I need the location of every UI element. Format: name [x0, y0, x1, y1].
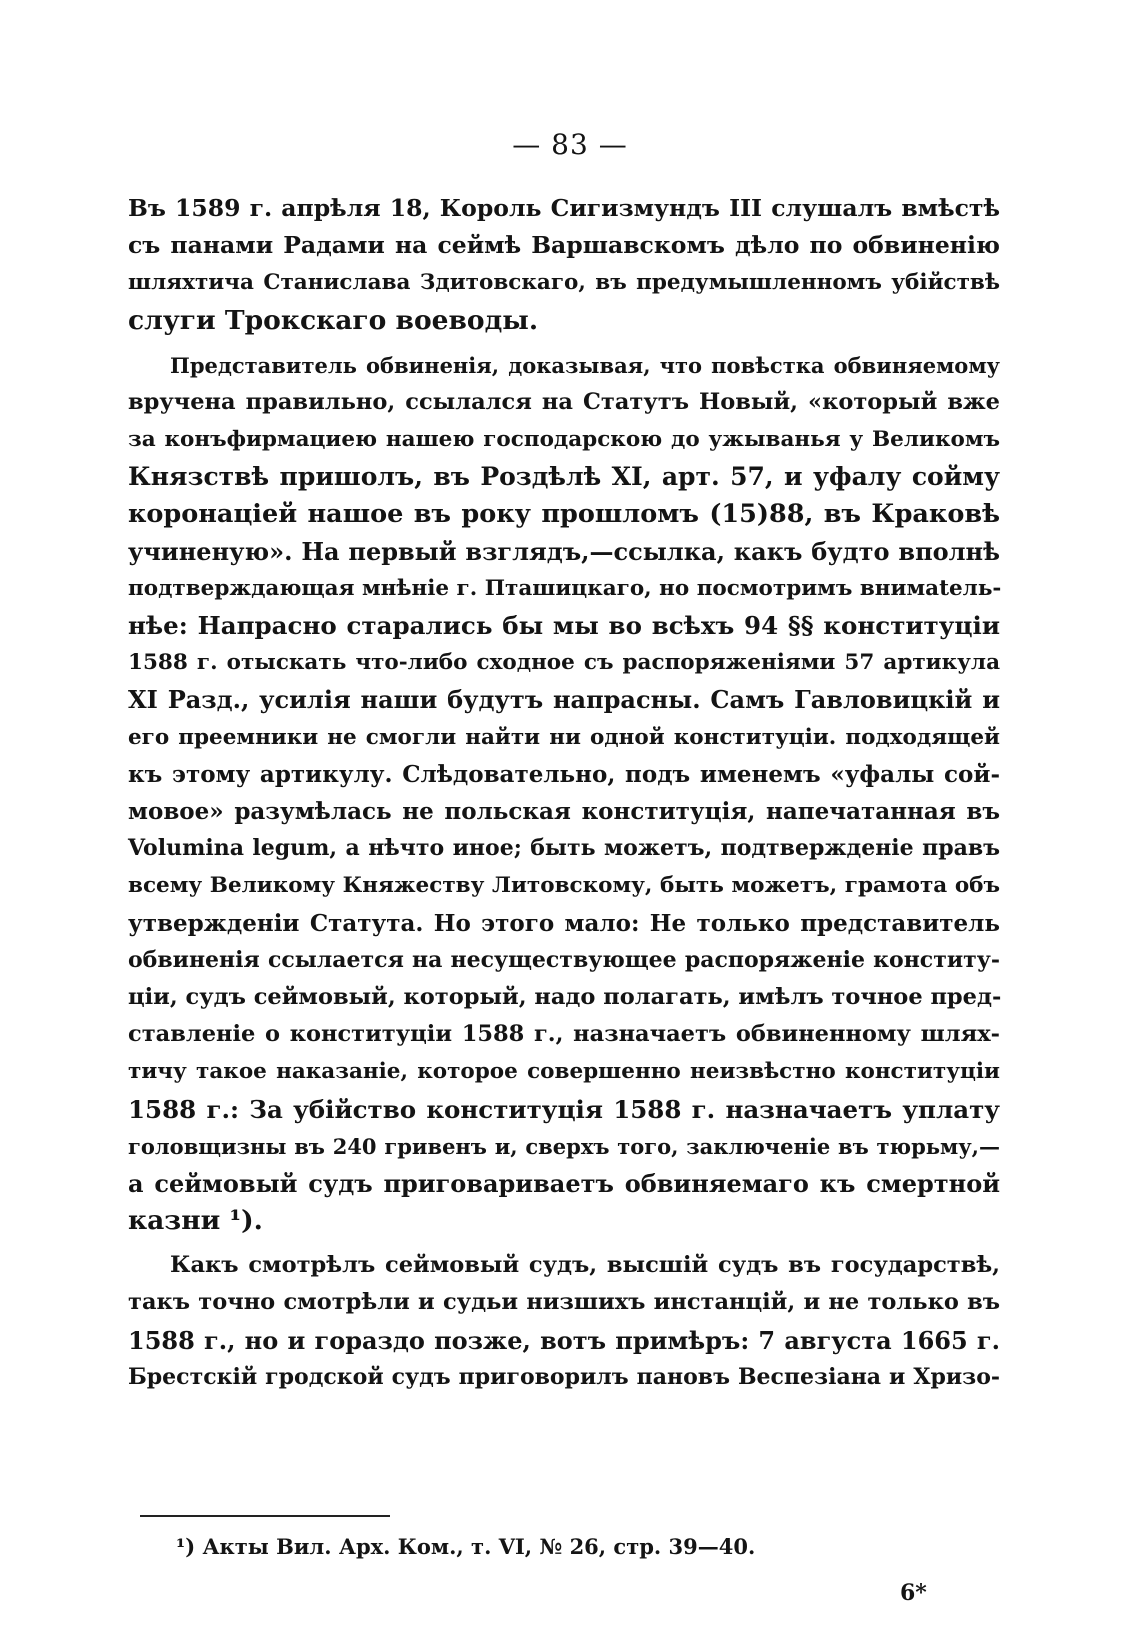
paragraph-2 — [128, 347, 1000, 1240]
text-line: ставленіе о конституціи 1588 г., назначаетъ обвиненному шлях- — [128, 1021, 1000, 1048]
text-line: вручена правильно, ссылался на Статутъ Новый, «который вже — [128, 388, 1000, 415]
text-line: слуги Трокскаго воеводы. — [128, 304, 539, 336]
text-line: къ этому артикулу. Слѣдовательно, подъ именемъ «уфалы сой- — [128, 760, 1000, 788]
text-line: мовое» разумѣлась не польская конституція, напечатанная въ — [128, 798, 1000, 825]
text-line: 1588 г., но и гораздо позже, вотъ примѣръ: 7 августа 1665 г. — [128, 1325, 1000, 1355]
text-line: казни ¹). — [128, 1205, 263, 1237]
text-line: Брестскій гродской судъ приговорилъ пановъ Веспезіана и Хризо- — [128, 1363, 1000, 1390]
text-line: головщизны въ 240 гривенъ и, сверхъ того, заключеніе въ тюрьму,— — [128, 1133, 1000, 1159]
text-line: XI Разд., усилія наши будутъ напрасны. Самъ Гавловицкій и — [128, 685, 1000, 715]
footnote-divider — [140, 1515, 390, 1517]
signature-mark: 6* — [900, 1580, 927, 1606]
paragraph-1 — [128, 190, 1000, 339]
page-number: — 83 — — [512, 128, 628, 161]
text-line: а сеймовый судъ приговариваетъ обвиняемаго къ смертной — [128, 1168, 1000, 1198]
text-line: ціи, судъ сеймовый, который, надо полагать, имѣлъ точное пред- — [128, 983, 1002, 1010]
text-line: Какъ смотрѣлъ сеймовый судъ, высшій судъ въ государствѣ, — [170, 1252, 1000, 1279]
text-line: шляхтича Станислава Здитовскаго, въ предумышленномъ убійствѣ — [128, 270, 1000, 296]
text-line: Князствѣ пришолъ, въ Роздѣлѣ XI, арт. 57, и уфалу сойму — [128, 462, 1000, 492]
text-line: такъ точно смотрѣли и судьи низшихъ инстанцій, и не только въ — [128, 1289, 1000, 1316]
text-line: утвержденіи Статута. Но этого мало: Не только представитель — [128, 909, 1000, 937]
text-line: за конъфирмациею нашею господарскою до ужыванья у Великомъ — [128, 427, 1000, 453]
text-line: 1588 г.: За убійство конституція 1588 г. назначаетъ уплату — [128, 1094, 1000, 1124]
text-line: съ панами Радами на сеймѣ Варшавскомъ дѣло по обвиненію — [128, 231, 1000, 260]
text-line: учиненую». На первый взглядъ,—ссылка, какъ будто вполнѣ — [128, 536, 1000, 566]
text-line: Представитель обвиненія, доказывая, что повѣстка обвиняемому — [170, 352, 1000, 378]
text-line: Volumina legum, а нѣчто иное; быть можетъ, подтвержденіе правъ — [128, 835, 1000, 862]
text-line: всему Великому Княжеству Литовскому, быть можетъ, грамота объ — [128, 873, 1000, 899]
main-text — [128, 190, 1000, 1396]
text-line: Въ 1589 г. апрѣля 18, Король Сигизмундъ III слушалъ вмѣстѣ — [128, 194, 1000, 222]
text-line: обвиненія ссылается на несуществующее распоряженіе конститу- — [128, 946, 1000, 973]
paragraph-3 — [128, 1247, 1000, 1396]
text-line: нѣе: Напрасно старались бы мы во всѣхъ 94 §§ конституціи — [128, 611, 1000, 641]
text-line: 1588 г. отыскать что-либо сходное съ распоряженіями 57 артикула — [128, 650, 1000, 676]
text-line: тичу такое наказаніе, которое совершенно неизвѣстно конституціи — [128, 1059, 1000, 1085]
text-line: коронацiей нашое въ року прошломъ (15)88, въ Краковѣ — [128, 498, 1000, 529]
text-line: подтверждающая мнѣніе г. Пташицкаго, но посмотримъ внимatель- — [128, 575, 1002, 601]
text-line: его преемники не смогли найти ни одной конституціи. подходящей — [128, 724, 1000, 750]
footnote: ¹) Акты Вил. Арх. Ком., т. VI, № 26, стр. 39—40. — [176, 1534, 756, 1559]
